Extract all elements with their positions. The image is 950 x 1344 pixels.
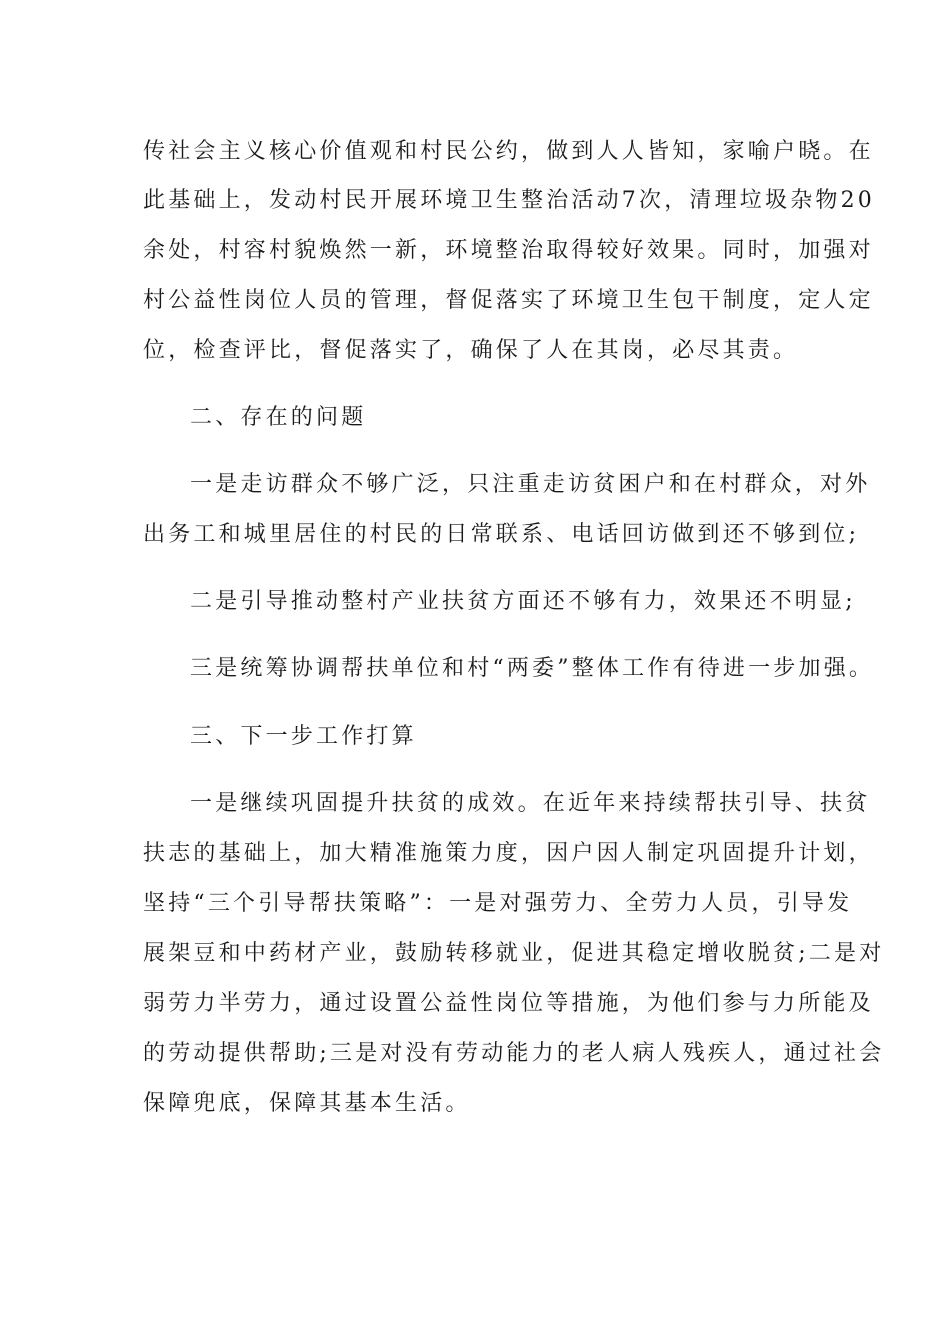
paragraph-line: 扶志的基础上，加大精准施策力度，因户因人制定巩固提升计划， [143, 841, 874, 866]
section-heading: 三、下一步工作打算 [190, 724, 417, 749]
paragraph-line: 出务工和城里居住的村民的日常联系、电话回访做到还不够到位; [143, 522, 860, 547]
paragraph-line: 余处，村容村貌焕然一新，环境整治取得较好效果。同时，加强对 [143, 238, 874, 263]
paragraph-line: 的劳动提供帮助;三是对没有劳动能力的老人病人残疾人，通过社会 [143, 1041, 885, 1066]
paragraph-line: 坚持“三个引导帮扶策略”：一是对强劳力、全劳力人员，引导发 [143, 891, 853, 916]
paragraph-line: 一是走访群众不够广泛，只注重走访贫困户和在村群众，对外 [190, 472, 871, 497]
paragraph-line: 二是引导推动整村产业扶贫方面还不够有力，效果还不明显; [190, 589, 856, 614]
paragraph-line: 一是继续巩固提升扶贫的成效。在近年来持续帮扶引导、扶贫 [190, 791, 871, 816]
section-heading: 二、存在的问题 [190, 405, 367, 430]
paragraph-line: 保障兜底，保障其基本生活。 [143, 1091, 471, 1116]
paragraph-line: 位，检查评比，督促落实了，确保了人在其岗，必尽其责。 [143, 338, 799, 363]
paragraph-line: 弱劳力半劳力，通过设置公益性岗位等措施，为他们参与力所能及 [143, 991, 874, 1016]
paragraph-line: 展架豆和中药材产业，鼓励转移就业，促进其稳定增收脱贫;二是对 [143, 941, 885, 966]
paragraph-line: 三是统筹协调帮扶单位和村“两委”整体工作有待进一步加强。 [190, 656, 875, 681]
paragraph-line: 传社会主义核心价值观和村民公约，做到人人皆知，家喻户晓。在 [143, 139, 874, 164]
paragraph-line: 村公益性岗位人员的管理，督促落实了环境卫生包干制度，定人定 [143, 288, 874, 313]
paragraph-line: 此基础上，发动村民开展环境卫生整治活动7次，清理垃圾杂物20 [143, 188, 875, 213]
